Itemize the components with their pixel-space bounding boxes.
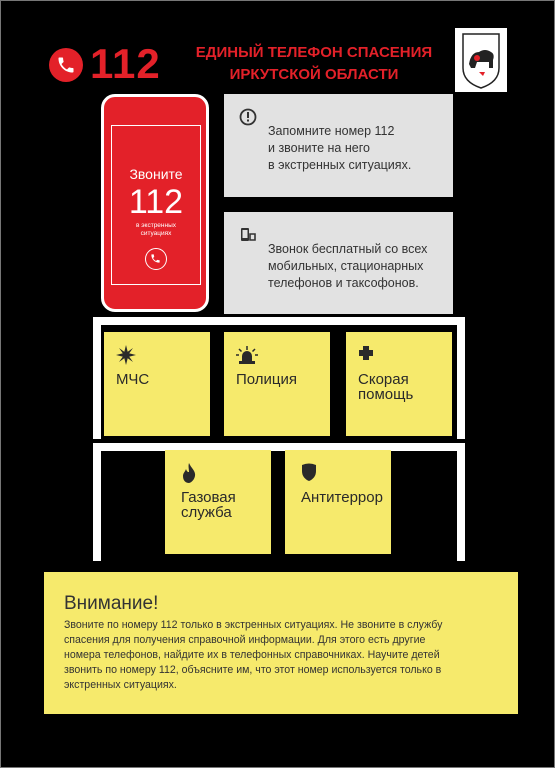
info-text-free-call: [268, 241, 427, 292]
phone-card: [101, 94, 209, 312]
service-label-line: Скорая: [358, 371, 409, 388]
info-line: Запомните номер 112: [268, 124, 395, 138]
service-label: [301, 490, 383, 505]
siren-icon: [236, 345, 256, 365]
exclamation-icon: [239, 108, 257, 126]
attention-text: [64, 618, 504, 693]
attention-line: Звоните по номеру 112 только в экстренных ситуациях. Не звоните в службу: [64, 619, 443, 631]
phone-devices-icon: [239, 226, 257, 244]
info-line: телефонов и таксофонов.: [268, 276, 419, 290]
service-label: [358, 372, 413, 402]
service-label: [116, 372, 149, 387]
info-box-remember: [224, 94, 453, 197]
attention-line: звонить по номеру 112, объясните им, что этот номер используется только в: [64, 664, 442, 676]
service-label: [236, 372, 297, 387]
phone-screen: [111, 125, 201, 285]
service-tile-mchs: [104, 332, 210, 436]
info-line: Звонок бесплатный со всех: [268, 242, 428, 256]
service-label: [181, 490, 236, 520]
service-label-line: Антитеррор: [301, 489, 383, 506]
phone-call-label: Звоните: [129, 166, 183, 182]
phone-number: 112: [128, 183, 184, 221]
service-tile-ambulance: [346, 332, 452, 436]
info-text-remember: [268, 123, 411, 174]
title-line-1: ЕДИНЫЙ ТЕЛЕФОН СПАСЕНИЯ: [195, 44, 433, 61]
flame-icon: [181, 463, 201, 483]
info-line: мобильных, стационарных: [268, 259, 424, 273]
service-tile-police: [224, 332, 330, 436]
service-tile-antiterror: [285, 450, 391, 554]
phone-call-icon: [145, 248, 167, 270]
info-box-free-call: [224, 212, 453, 314]
phone-subtitle-line-1: в экстренных: [135, 222, 177, 229]
service-label-line: Полиция: [236, 371, 298, 388]
title-line-2: ИРКУТСКОЙ ОБЛАСТИ: [229, 66, 399, 83]
service-tile-gas: [165, 450, 271, 554]
region-emblem: [455, 28, 507, 92]
service-label-line: Газовая: [181, 489, 236, 506]
attention-line: номера телефонов, найдите их в телефонных справочниках. Научите детей: [64, 649, 440, 661]
attention-line: спасения для получения справочной информации. Для этого есть другие: [64, 634, 426, 646]
service-label-line: МЧС: [116, 371, 150, 388]
cross-icon: [358, 345, 378, 365]
info-line: в экстренных ситуациях.: [268, 158, 412, 172]
phone-subtitle: [112, 222, 200, 238]
services-frame-bottom: [93, 443, 465, 561]
logo-number: 112: [90, 40, 161, 87]
page-title: [186, 42, 442, 86]
shield-icon: [301, 463, 321, 483]
phone-subtitle-line-2: ситуациях: [140, 230, 172, 237]
attention-title: Внимание!: [64, 593, 159, 614]
info-line: и звоните на него: [268, 141, 370, 155]
service-label-line: помощь: [358, 386, 414, 403]
service-label-line: служба: [181, 504, 232, 521]
star-icon: [116, 345, 136, 365]
phone-logo-icon: [49, 48, 83, 82]
attention-line: экстренных ситуациях.: [64, 679, 177, 691]
attention-box: [44, 572, 518, 714]
